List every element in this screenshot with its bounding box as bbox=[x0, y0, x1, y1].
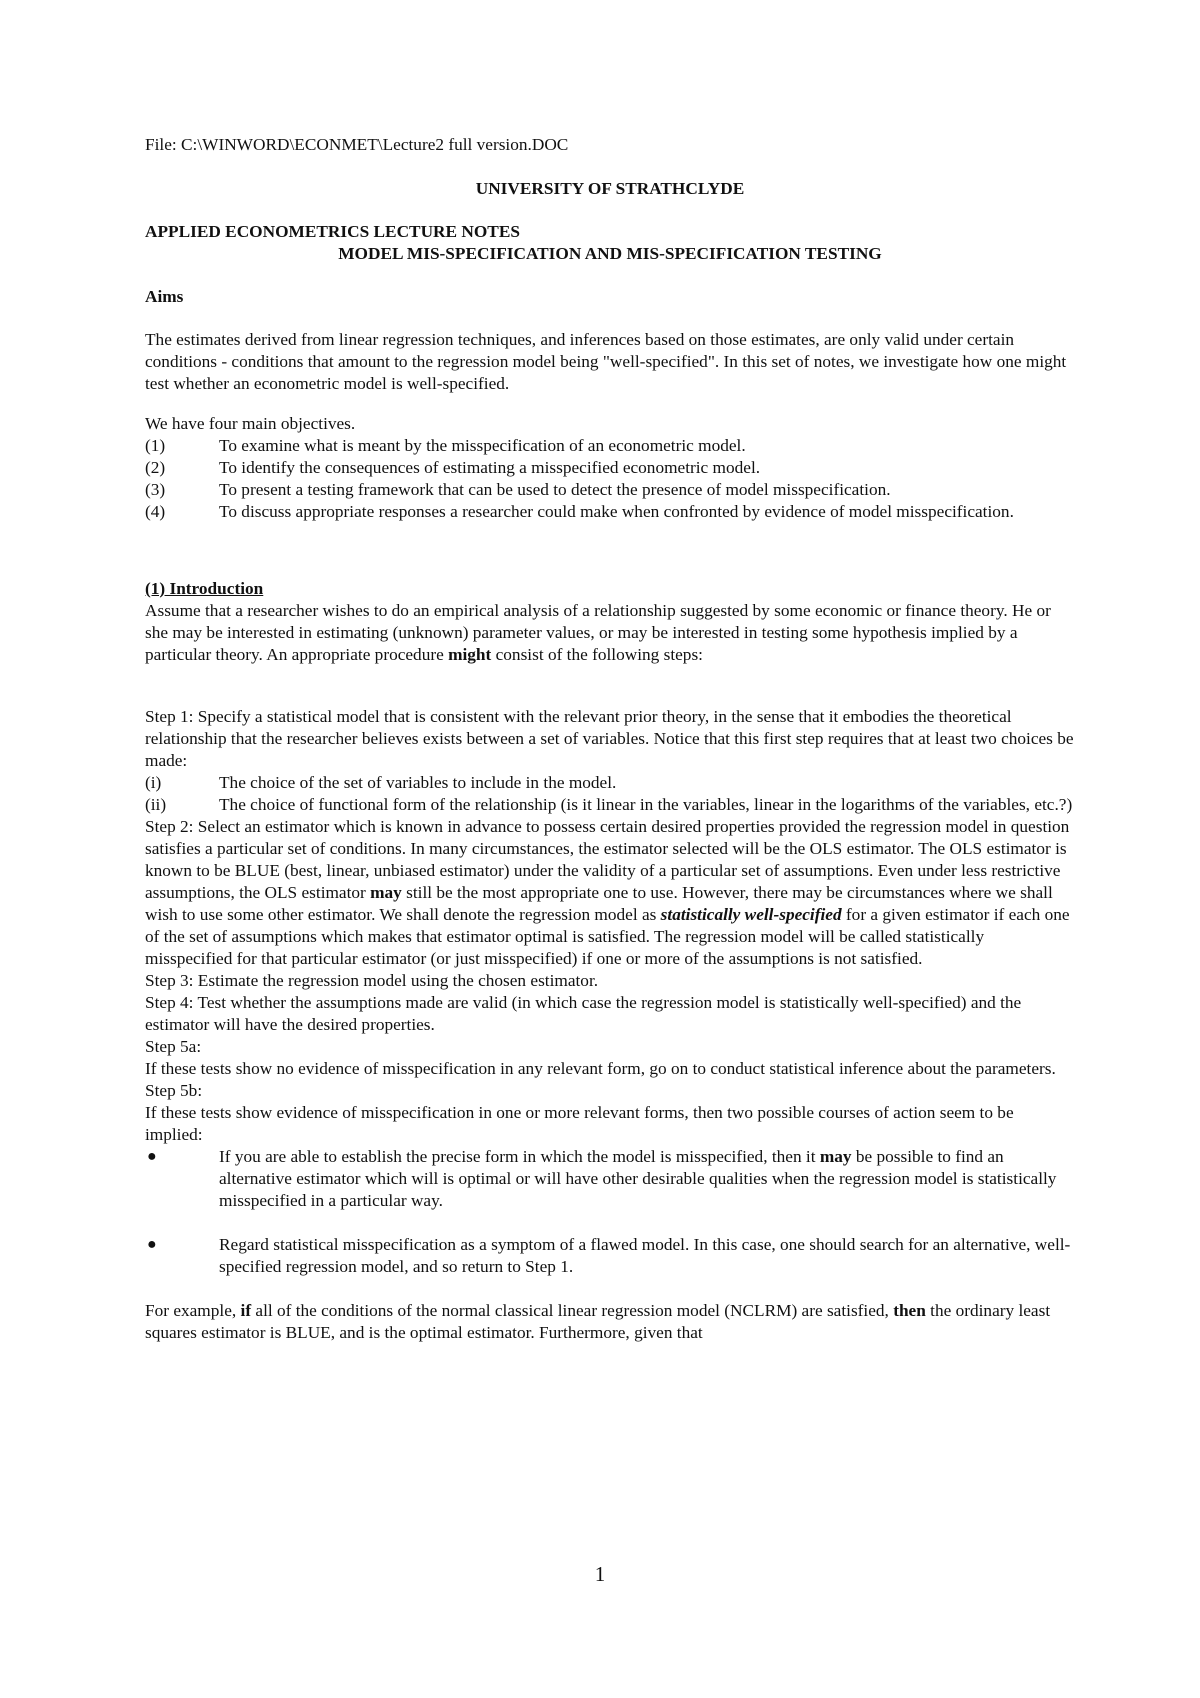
bullet-text bbox=[219, 1146, 1075, 1212]
objective-number: (2) bbox=[145, 458, 166, 477]
objectives-list bbox=[145, 413, 1075, 523]
final-paragraph bbox=[145, 1300, 1075, 1344]
final-text-a: For example, bbox=[145, 1301, 241, 1320]
objectives-intro: We have four main objectives. bbox=[145, 414, 356, 433]
step-2-emphasis-term: statistically well-specified bbox=[660, 905, 842, 924]
lecture-title: MODEL MIS-SPECIFICATION AND MIS-SPECIFICATION TESTING bbox=[338, 244, 882, 263]
bullet-item bbox=[145, 1234, 1075, 1278]
objective-item bbox=[145, 479, 1075, 501]
aims-heading: Aims bbox=[145, 287, 184, 306]
bullet-text: Regard statistical misspecification as a symptom of a flawed model. In this case, one should search for an alternative, well-specified regression model, and so return to Step 1. bbox=[219, 1235, 1071, 1276]
aims-paragraph: The estimates derived from linear regression techniques, and inferences based on those estimates, are only valid under certain conditions - conditions that amount to the regression model being "well-specified". In this set of notes, we investigate how one might test whether an econometric model is well-specified. bbox=[145, 330, 1067, 393]
step-3: Step 3: Estimate the regression model using the chosen estimator. bbox=[145, 971, 599, 990]
step-5b-text: If these tests show evidence of misspecification in one or more relevant forms, then two possible courses of action seem to be implied: bbox=[145, 1103, 1014, 1144]
choice-text: The choice of functional form of the relationship (is it linear in the variables, linear in the logarithms of the variables, etc.?) bbox=[219, 795, 1073, 814]
step-2-emphasis-may: may bbox=[370, 883, 402, 902]
introduction-paragraph bbox=[145, 600, 1075, 666]
objective-text: To present a testing framework that can be used to detect the presence of model misspecification. bbox=[219, 480, 891, 499]
step-2-text-b: still be the most appropriate one to use. However, there may be circumstances where we shall wish to use some other estimator. We shall denote the regression model as bbox=[145, 883, 1053, 924]
objective-item bbox=[145, 457, 1075, 479]
steps-section bbox=[145, 706, 1075, 1344]
page-number: 1 bbox=[594, 1562, 606, 1586]
intro-text-b: consist of the following steps: bbox=[491, 645, 703, 664]
objective-number: (3) bbox=[145, 480, 166, 499]
final-then: then bbox=[893, 1301, 926, 1320]
final-text-c: the ordinary least squares estimator is BLUE, and is the optimal estimator. Furthermore, given that bbox=[145, 1301, 1051, 1342]
objective-item bbox=[145, 501, 1075, 523]
introduction-heading: (1) Introduction bbox=[145, 579, 264, 598]
step-5b-label: Step 5b: bbox=[145, 1081, 203, 1100]
step-2-text-c: for a given estimator if each one of the set of assumptions which makes that estimator optimal is satisfied. The regression model will be called statistically misspecified for that particular estimator (or just misspecified) if one or more of the assumptions is not satisfied. bbox=[145, 905, 1070, 968]
objective-text: To examine what is meant by the misspecification of an econometric model. bbox=[219, 436, 746, 455]
objective-text: To identify the consequences of estimating a misspecified econometric model. bbox=[219, 458, 761, 477]
step-5a-text: If these tests show no evidence of misspecification in any relevant form, go on to conduct statistical inference about the parameters. bbox=[145, 1059, 1056, 1078]
objective-number: (4) bbox=[145, 502, 166, 521]
objective-number: (1) bbox=[145, 436, 166, 455]
choice-number: (i) bbox=[145, 773, 162, 792]
choice-text: The choice of the set of variables to include in the model. bbox=[219, 773, 617, 792]
bullet-item bbox=[145, 1146, 1075, 1212]
course-title: APPLIED ECONOMETRICS LECTURE NOTES bbox=[145, 222, 520, 241]
objective-text: To discuss appropriate responses a researcher could make when confronted by evidence of model misspecification. bbox=[219, 502, 1014, 521]
objective-item bbox=[145, 435, 1075, 457]
choice-item bbox=[145, 794, 1075, 816]
bullet-icon: ● bbox=[147, 1148, 157, 1165]
choice-item bbox=[145, 772, 1075, 794]
step-5a-label: Step 5a: bbox=[145, 1037, 202, 1056]
bullet-1-text-b: be possible to find an alternative estimator which will is optimal or will have other desirable qualities when the regression model is statistically misspecified in a particular way. bbox=[219, 1147, 1057, 1210]
intro-emphasis: might bbox=[448, 645, 492, 664]
step-2 bbox=[145, 816, 1075, 970]
step-4: Step 4: Test whether the assumptions made are valid (in which case the regression model is statistically well-specified) and the estimator will have the desired properties. bbox=[145, 993, 1022, 1034]
step-1: Step 1: Specify a statistical model that is consistent with the relevant prior theory, in the sense that it embodies the theoretical relationship that the researcher believes exists between a set of variables. Notice that this first step requires that at least two choices be made: bbox=[145, 707, 1074, 770]
university-heading: UNIVERSITY OF STRATHCLYDE bbox=[475, 179, 745, 198]
final-if: if bbox=[240, 1301, 252, 1320]
choice-number: (ii) bbox=[145, 795, 167, 814]
final-text-b: all of the conditions of the normal classical linear regression model (NCLRM) are satisfied, bbox=[251, 1301, 894, 1320]
intro-text-a: Assume that a researcher wishes to do an empirical analysis of a relationship suggested by some economic or finance theory. He or she may be interested in estimating (unknown) parameter values, or may be interested in testing some hypothesis implied by a particular theory. An appropriate procedure bbox=[145, 601, 1051, 664]
bullet-1-emphasis: may bbox=[819, 1147, 852, 1166]
file-path-line: File: C:\WINWORD\ECONMET\Lecture2 full version.DOC bbox=[145, 135, 569, 154]
bullet-1-text-a: If you are able to establish the precise form in which the model is misspecified, then it bbox=[219, 1147, 820, 1166]
step-2-text-a: Step 2: Select an estimator which is known in advance to possess certain desired properties provided the regression model in question satisfies a particular set of conditions. In many circumstances, the estimator selected will be the OLS estimator. The OLS estimator is known to be BLUE (best, linear, unbiased estimator) under the validity of a particular set of assumptions. Even under less restrictive assumptions, the OLS estimator bbox=[145, 817, 1070, 902]
bullet-icon: ● bbox=[147, 1236, 157, 1253]
